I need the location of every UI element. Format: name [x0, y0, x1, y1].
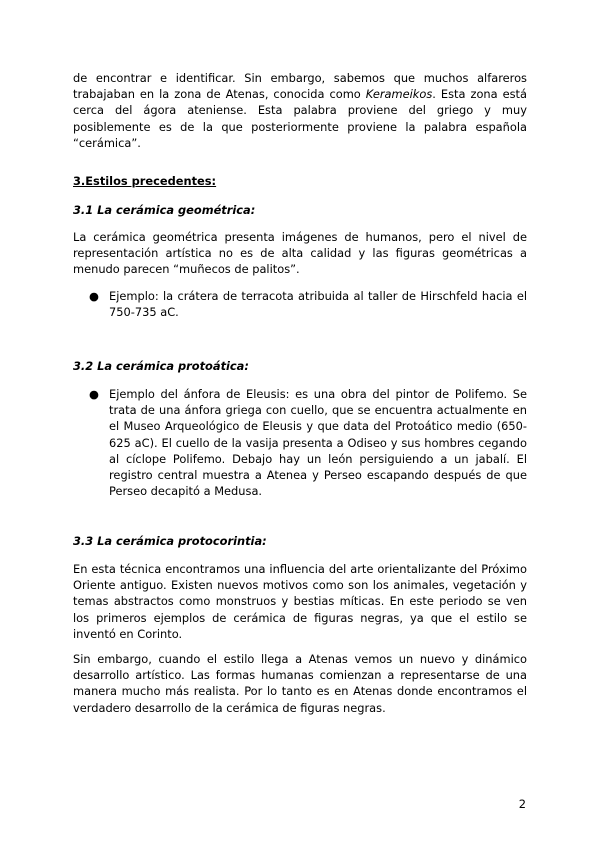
- subsection-3-2-bullet: [89, 386, 527, 499]
- subsection-3-1-bullet: [89, 288, 527, 320]
- subsection-3-2-heading: 3.2 La cerámica protoática:: [73, 359, 249, 373]
- bullet-dot: ●: [89, 387, 99, 401]
- section-3-heading: 3.Estilos precedentes:: [73, 174, 217, 188]
- subsection-3-1-paragraph: [73, 229, 527, 278]
- bullet-dot: ●: [89, 289, 99, 303]
- subsection-3-1-text: La cerámica geométrica presenta imágenes de humanos, pero el nivel de representación artística no es de alta calidad y las figuras geométricas a menudo parecen “muñecos de palitos”.: [73, 230, 527, 277]
- subsection-3-3-text-1: En esta técnica encontramos una influencia del arte orientalizante del Próximo Oriente antiguo. Existen nuevos motivos como son los animales, vegetación y temas abstractos como monstruos y bestias míticas. En este periodo se ven los primeros ejemplos de cerámica de figuras negras, ya que el estilo se inventó en Corinto.: [73, 562, 527, 641]
- intro-italic-word: Kerameikos: [365, 87, 433, 102]
- subsection-3-3-heading: 3.3 La cerámica protocorintia:: [73, 534, 267, 548]
- intro-paragraph: [73, 70, 527, 151]
- intro-text-before: de encontrar e identificar. Sin embargo, sabemos que muchos alfareros trabajaban en la zona de Atenas, conocida como: [73, 71, 527, 102]
- intro-text-after: . Esta zona está cerca del ágora ateniense. Esta palabra proviene del griego y muy posiblemente es de la que posteriormente proviene la palabra española “cerámica”.: [73, 87, 528, 150]
- subsection-3-2-bullet-text: Ejemplo del ánfora de Eleusis: es una obra del pintor de Polifemo. Se trata de una ánfora griega con cuello, que se encuentra actualmente en el Museo Arqueológico de Eleusis y que data del Protoático medio (650-625 aC). El cuello de la vasija presenta a Odiseo y sus hombres cegando al cíclope Polifemo. Debajo hay un león persiguiendo a un jabalí. El registro central muestra a Atenea y Perseo escapando después de que Perseo decapitó a Medusa.: [109, 387, 527, 499]
- subsection-3-3-text-2: Sin embargo, cuando el estilo llega a Atenas vemos un nuevo y dinámico desarrollo artístico. Las formas humanas comienzan a representarse de una manera mucho más realista. Por lo tanto es en Atenas donde encontramos el verdadero desarrollo de la cerámica de figuras negras.: [73, 652, 527, 715]
- subsection-3-1-heading: 3.1 La cerámica geométrica:: [73, 203, 256, 217]
- subsection-3-3-paragraph-2: [73, 651, 527, 716]
- page-number: 2: [518, 797, 526, 811]
- subsection-3-3-paragraph-1: [73, 561, 527, 642]
- subsection-3-1-bullet-text: Ejemplo: la crátera de terracota atribuida al taller de Hirschfeld hacia el 750-735 aC.: [109, 289, 527, 320]
